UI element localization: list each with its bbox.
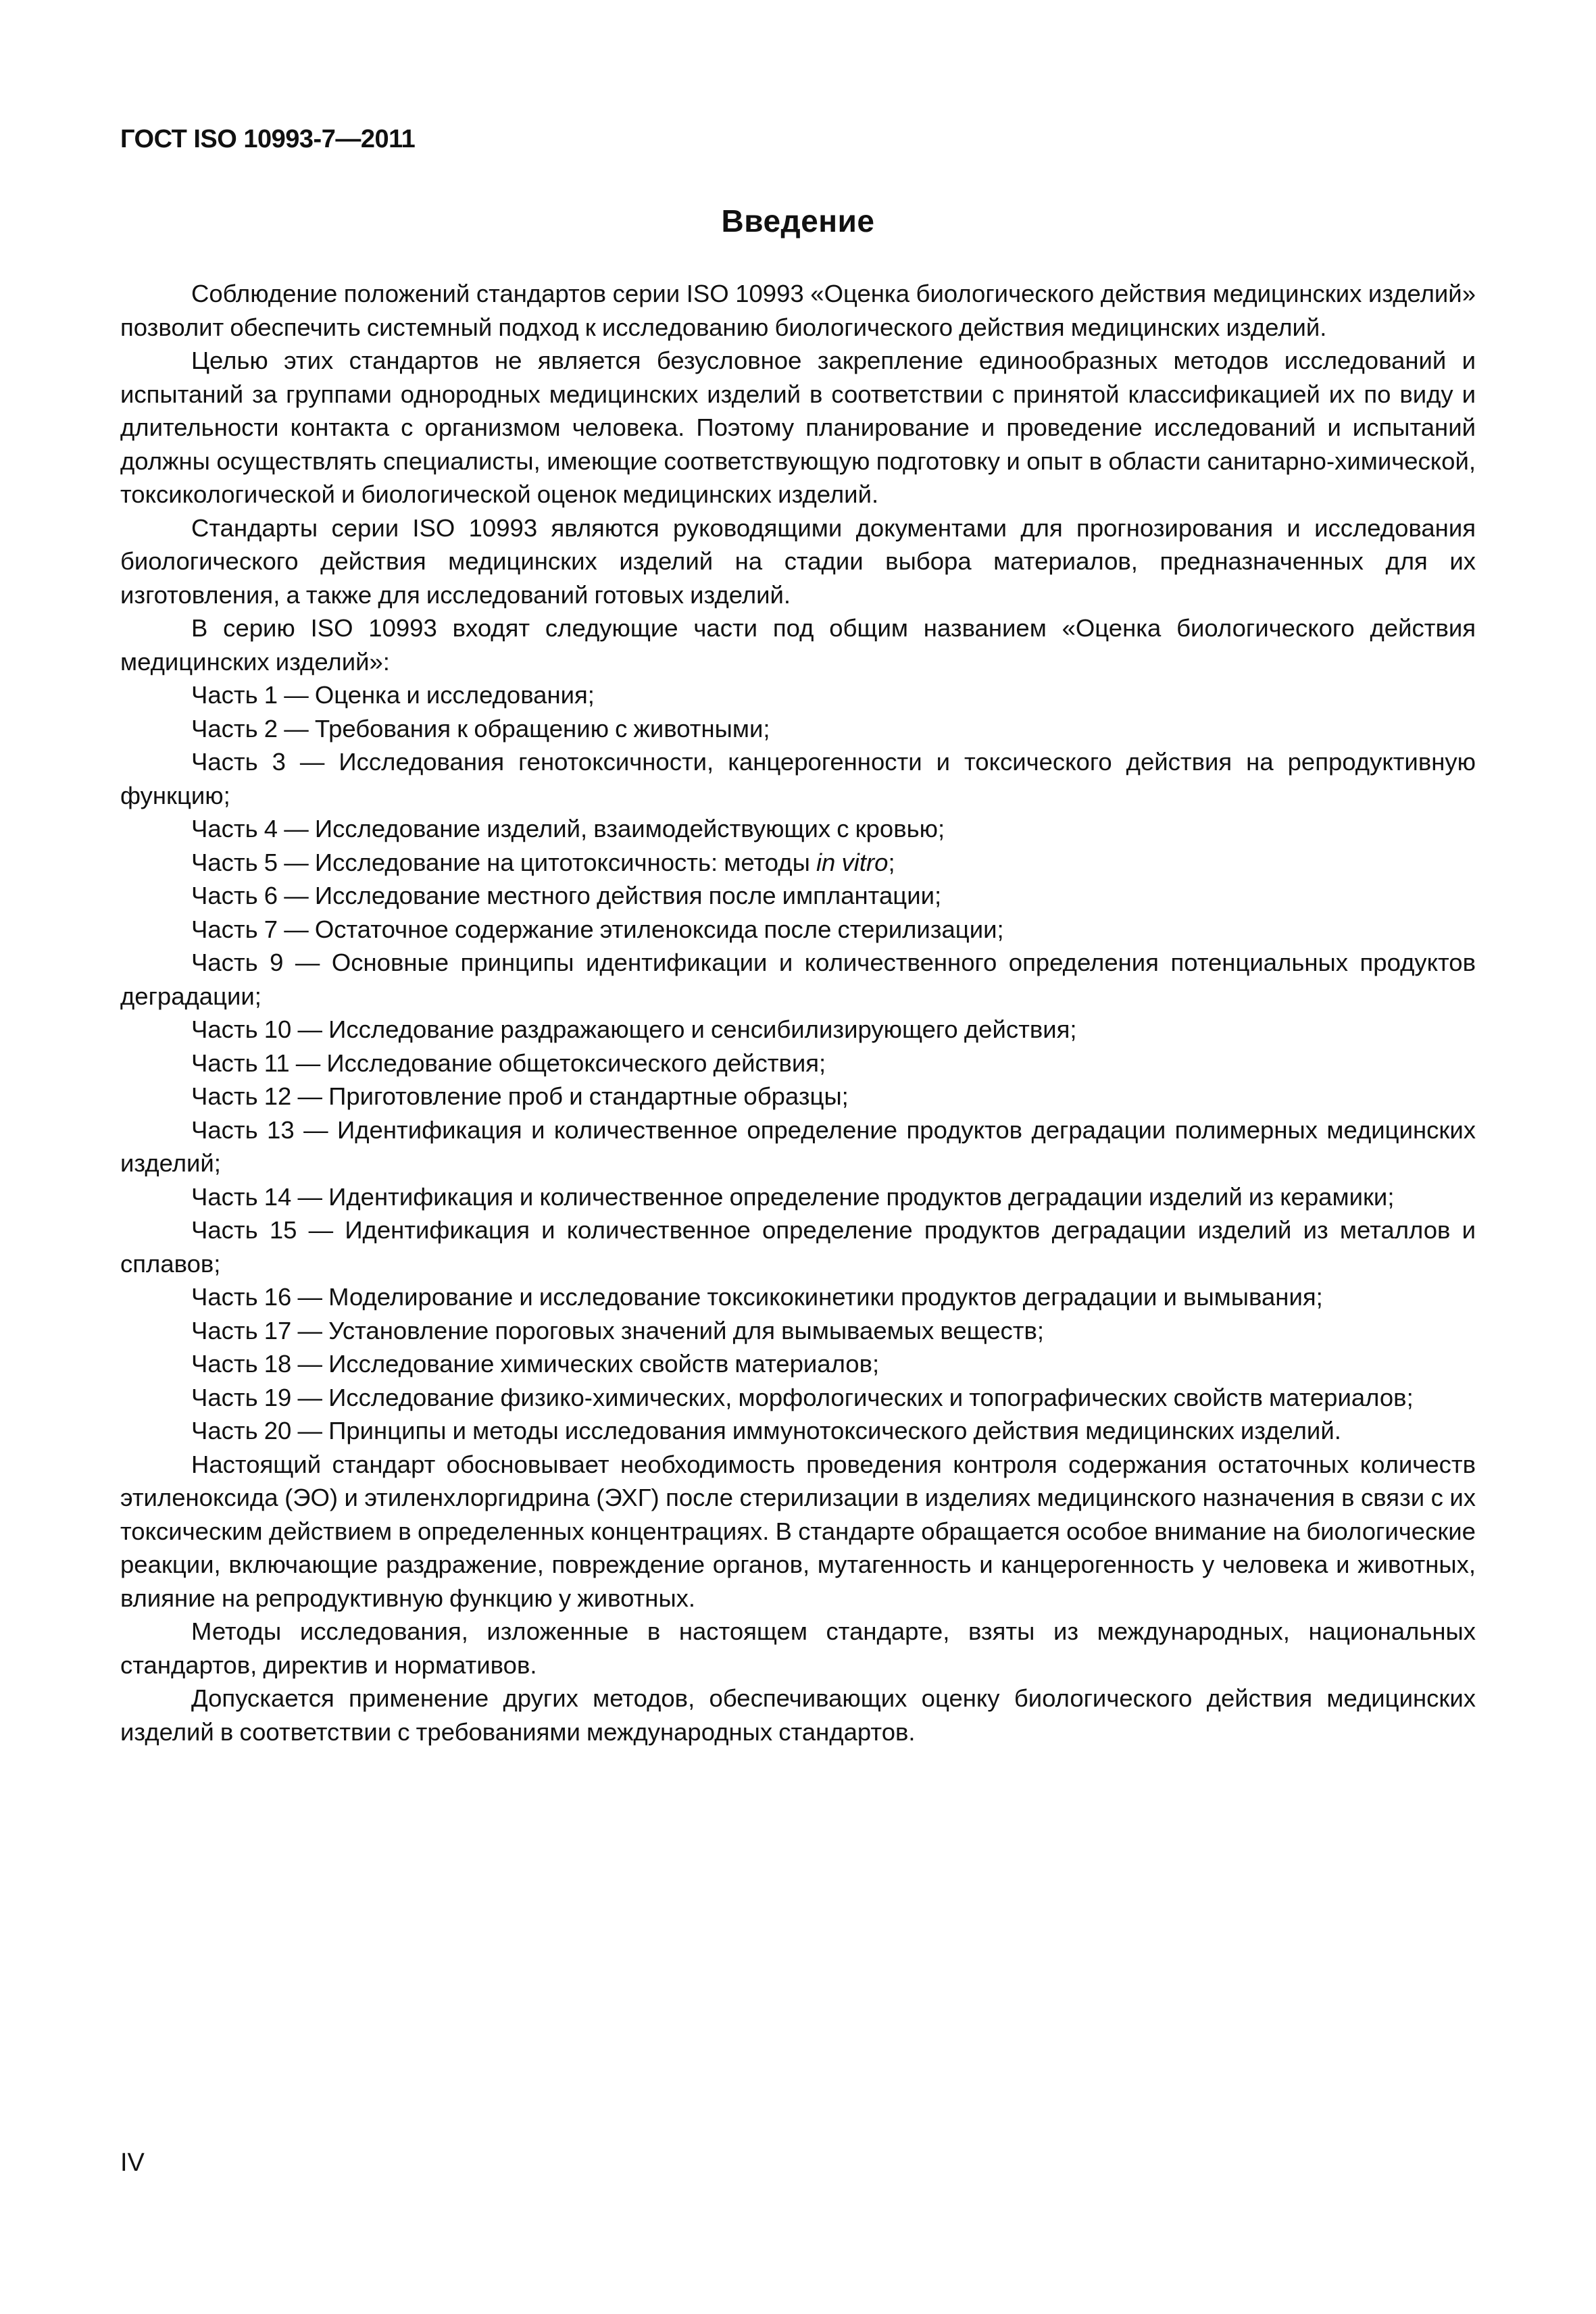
part-list-item: Часть 13 — Идентификация и количественное определение продуктов деградации полимерных медицинских изделий; (120, 1115, 1476, 1177)
part-list-item: Часть 7 — Остаточное содержание этиленоксида после стерилизации; (191, 915, 1004, 943)
closing-paragraph-1: Настоящий стандарт обосновывает необходимость проведения контроля содержания остаточных количеств этиленоксида (ЭО) и этиленхлоргидрина (ЭХГ) после стерилизации в изделиях медицинского назначения в связи с их токсическим действием в определенных концентрациях. В стандарте обращается особое внимание на биологические реакции, включающие раздражение, повреждение органов, мутагенность и канцерогенность у человека и животных, влияние на репродуктивную функцию у животных. (120, 1450, 1476, 1612)
part-list-item: Часть 10 — Исследование раздражающего и сенсибилизирующего действия; (191, 1015, 1077, 1043)
part-5-text: Часть 5 — Исследование на цитотоксичность: методы (191, 848, 816, 876)
part-list-item: Часть 2 — Требования к обращению с животными; (191, 714, 770, 743)
intro-paragraph-3: Стандарты серии ISO 10993 являются руководящими документами для прогнозирования и исследования биологического действия медицинских изделий на стадии выбора материалов, предназначенных для их изготовления, а также для исследований готовых изделий. (120, 513, 1476, 609)
part-list-item: Часть 15 — Идентификация и количественное определение продуктов деградации изделий из металлов и сплавов; (120, 1216, 1476, 1278)
closing-paragraph-2: Методы исследования, изложенные в настоящем стандарте, взяты из международных, национальных стандартов, директив и нормативов. (120, 1617, 1476, 1679)
part-list-item: Часть 18 — Исследование химических свойств материалов; (191, 1350, 880, 1378)
part-list-item: Часть 6 — Исследование местного действия после имплантации; (191, 882, 942, 909)
part-list-item: Часть 4 — Исследование изделий, взаимодействующих с кровью; (191, 815, 945, 842)
part-list-item (120, 846, 1476, 880)
part-list-item: Часть 20 — Принципы и методы исследования иммунотоксического действия медицинских изделий. (191, 1417, 1341, 1444)
intro-paragraph-4: В серию ISO 10993 входят следующие части под общим названием «Оценка биологического действия медицинских изделий»: (120, 614, 1476, 676)
part-list-item: Часть 12 — Приготовление проб и стандартные образцы; (191, 1082, 849, 1110)
part-list-item: Часть 1 — Оценка и исследования; (191, 681, 595, 709)
section-title: Введение (721, 203, 875, 238)
part-5-italic-term: in vitro (816, 848, 889, 876)
page-number: IV (120, 2148, 145, 2177)
part-list-item: Часть 3 — Исследования генотоксичности, канцерогенности и токсического действия на репродуктивную функцию; (120, 748, 1476, 809)
document-body (120, 277, 1476, 1749)
closing-paragraph-3: Допускается применение других методов, обеспечивающих оценку биологического действия медицинских изделий в соответствии с требованиями международных стандартов. (120, 1684, 1476, 1746)
part-5-end: ; (888, 848, 895, 876)
part-list-item: Часть 19 — Исследование физико-химических, морфологических и топографических свойств материалов; (191, 1383, 1414, 1411)
document-code-header: ГОСТ ISO 10993-7—2011 (120, 125, 416, 153)
part-list-item: Часть 14 — Идентификация и количественное определение продуктов деградации изделий из керамики; (191, 1182, 1395, 1211)
intro-paragraph-2: Целью этих стандартов не является безусловное закрепление единообразных методов исследований и испытаний за группами однородных медицинских изделий в соответствии с принятой классификацией их по виду и длительности контакта с организмом человека. Поэтому планирование и проведение исследований и испытаний должны осуществлять специалисты, имеющие соответствующую подготовку и опыт в области санитарно-химической, токсикологической и биологической оценок медицинских изделий. (120, 347, 1476, 508)
part-list-item: Часть 9 — Основные принципы идентификации и количественного определения потенциальных продуктов деградации; (120, 949, 1476, 1010)
intro-paragraph-1: Соблюдение положений стандартов серии ISO 10993 «Оценка биологического действия медицинских изделий» позволит обеспечить системный подход к исследованию биологического действия медицинских изделий. (120, 280, 1476, 341)
part-list-item: Часть 11 — Исследование общетоксического действия; (191, 1049, 826, 1077)
part-list-item: Часть 16 — Моделирование и исследование токсикокинетики продуктов деградации и вымывания; (191, 1283, 1323, 1311)
part-list-item: Часть 17 — Установление пороговых значений для вымываемых веществ; (191, 1316, 1045, 1344)
